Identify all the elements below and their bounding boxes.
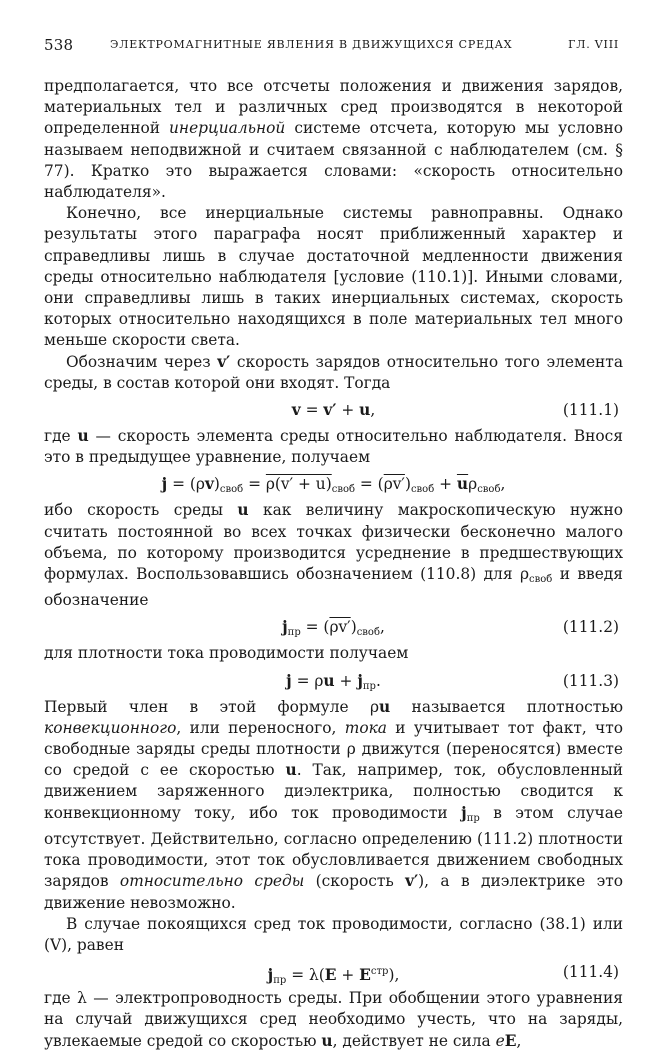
equation-111-1: v = v′ + u, (111.1)	[44, 394, 623, 426]
equation-unnumbered: $j = (\rho v)_{своб} = \rho(v' + u)_{своб} = (\rho v')_{своб} + \overline{u}\rho_{своб}$,	[161, 475, 506, 496]
paragraph-9: где λ — электропроводность среды. При обобщении этого уравнения на случай движущихся сред необходимо учесть, что на заряды, увлекаемые средой со скоростью u, действует не сила eE,	[44, 989, 623, 1050]
running-title: ЭЛЕКТРОМАГНИТНЫЕ ЯВЛЕНИЯ В ДВИЖУЩИХСЯ СРЕДАХ	[110, 38, 513, 51]
running-header	[44, 36, 623, 58]
equation-111-3: $j = \rho u + j_{пр}$. (111.3)	[44, 665, 623, 697]
equation-111-4: $j_{пр} = \lambda(E + E^{стр})$, (111.4)	[44, 956, 623, 988]
equation-111-2: $j_{пр} = (\rho v')_{своб}$, (111.2)	[44, 611, 623, 643]
page-number: 538	[44, 36, 74, 54]
equation-number: (111.2)	[562, 618, 619, 637]
paragraph-2: Конечно, все инерциальные системы равноправны. Однако результаты этого параграфа носят приближенный характер и справедливы лишь в случае достаточной медленности движения среды относительно наблюдателя [условие (110.1)]. Иными словами, они справедливы лишь в таких инерциальных системах, скорость которых относительно находящихся в поле материальных тел много меньше скорости света.	[44, 204, 623, 350]
paragraph-4: где u — скорость элемента среды относительно наблюдателя. Внося это в предыдущее уравнение, получаем	[44, 427, 623, 467]
equation-number: (111.3)	[562, 671, 619, 690]
paragraph-3: Обозначим через v′ скорость зарядов относительно того элемента среды, в состав которой они входят. Тогда	[44, 352, 624, 392]
equation-number: (111.1)	[562, 401, 619, 420]
paragraph-8: В случае покоящихся сред ток проводимости, согласно (38.1) или (V), равен	[44, 914, 623, 954]
equation-number: (111.4)	[562, 963, 619, 982]
chapter-label: ГЛ. VIII	[568, 38, 619, 51]
paragraph-7: Первый член в этой формуле ρu называется плотностью конвекционного, или переносного, тока и учитывает тот факт, что свободные заряды среды плотности ρ движутся (переносятся) вместе со средой с ее скоростью u. Так, например, ток, обусловленный движением заряженного диэлектрика, полностью сводится к конвекционному току, ибо ток проводимости $j_{пр}$ в этом случае отсутствует. Действительно, согласно определению (111.2) плотности тока проводимости, этот ток обусловливается движением свободных зарядов относительно среды (скорость v′), а в диэлектрике это движение невозможно.	[44, 697, 624, 912]
page-body	[44, 76, 623, 1052]
paragraph-5: ибо скорость среды u как величину макроскопическую нужно считать постоянной во всех точках физически бесконечно малого объема, по которому производится усреднение в предшествующих формулах. Воспользовавшись обозначением (110.8) для $\rho_{своб}$ и введя обозначение	[44, 501, 623, 610]
paragraph-1: предполагается, что все отсчеты положения и движения зарядов, материальных тел и различных сред производятся в некоторой определенной инерциальной системе отсчета, которую мы условно называем неподвижной и считаем связанной с наблюдателем (см. § 77). Кратко это выражается словами: «скорость относительно наблюдателя».	[44, 77, 623, 202]
paragraph-6: для плотности тока проводимости получаем	[44, 644, 409, 663]
